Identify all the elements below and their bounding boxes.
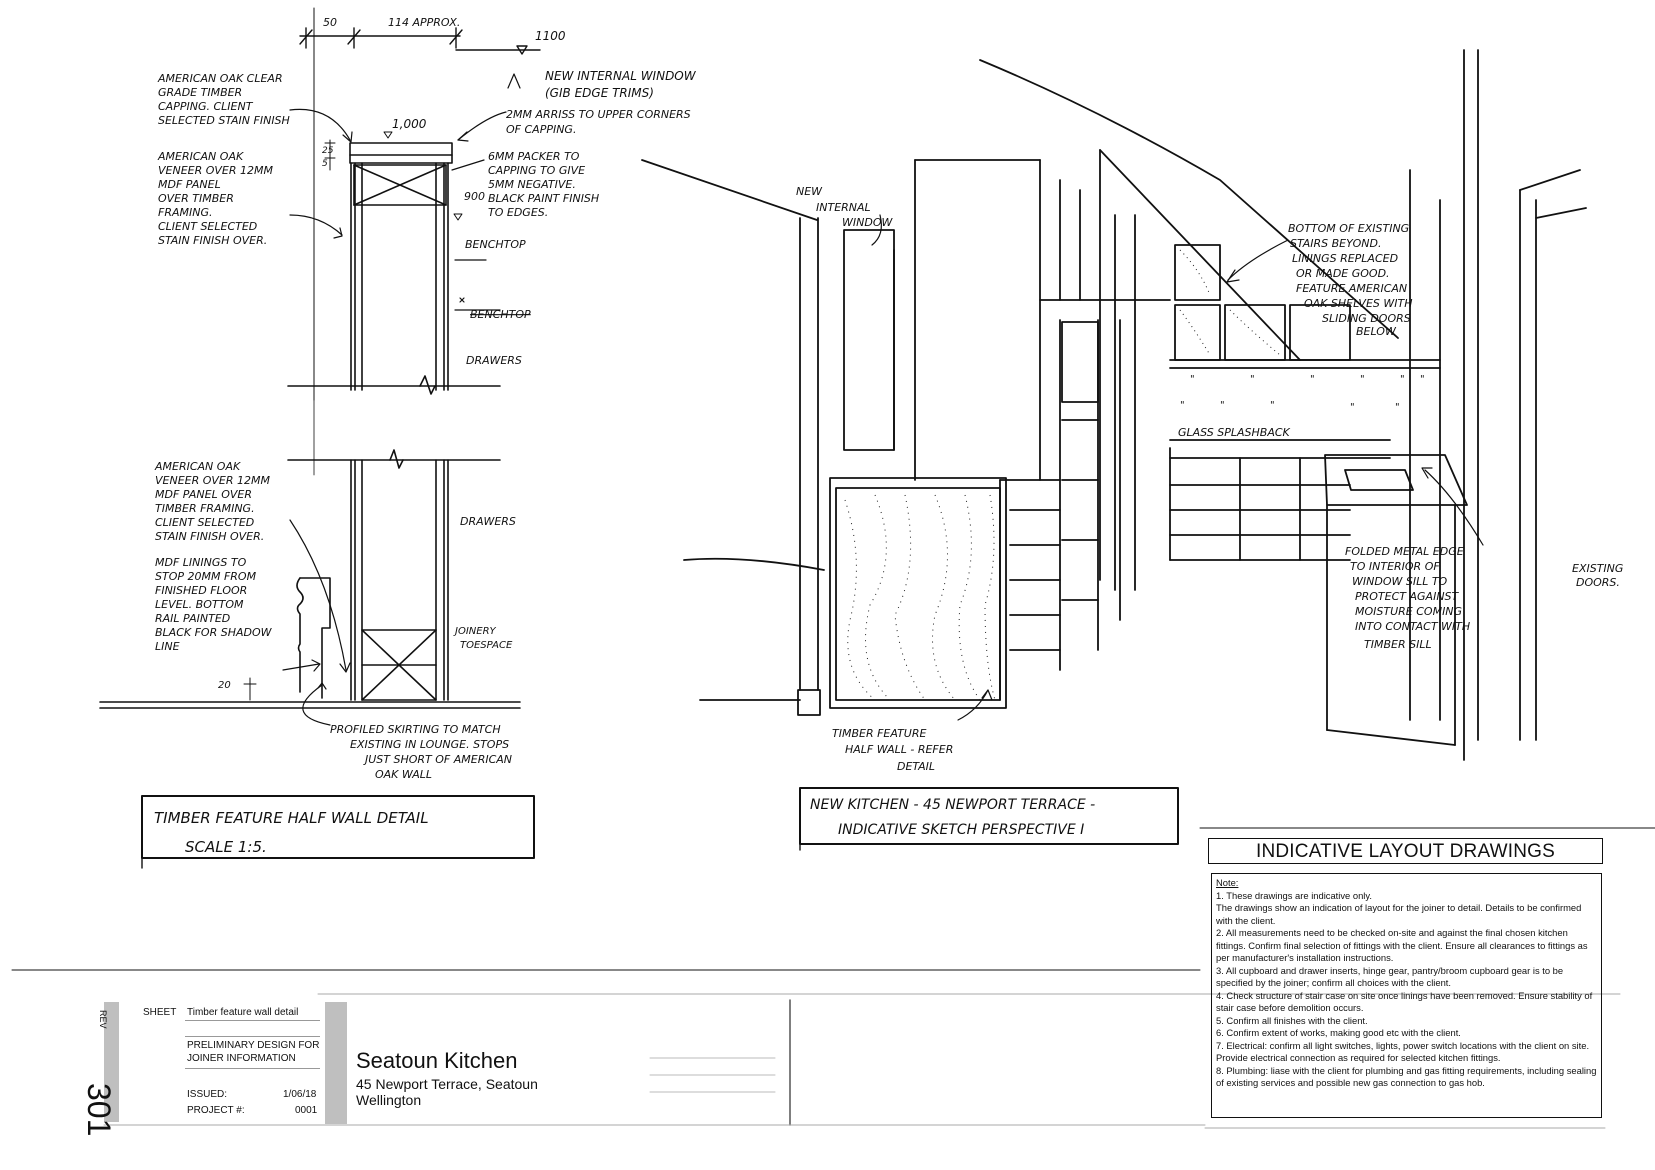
veneer-note-line: TIMBER FRAMING. — [155, 502, 255, 515]
lower-leaders — [283, 520, 350, 725]
stairs-note-line: STAIRS BEYOND. — [1290, 237, 1382, 250]
linings-note-line: MDF LININGS TO — [155, 556, 247, 569]
veneer-note-line: STAIN FINISH OVER. — [155, 530, 265, 543]
title-block-divider — [325, 1002, 347, 1124]
note-item: 1. These drawings are indicative only. — [1216, 889, 1372, 901]
drawers-top-label: DRAWERS — [466, 354, 522, 367]
detail-caption-title: TIMBER FEATURE HALF WALL DETAIL — [154, 809, 429, 827]
existing-doors-label-line: DOORS. — [1576, 576, 1620, 589]
folded-edge-note-line: TO INTERIOR OF — [1350, 560, 1440, 573]
perspective-caption-box — [800, 788, 1178, 850]
feature-wall-note-line: DETAIL — [897, 760, 936, 773]
veneer-note-line: CLIENT SELECTED — [158, 220, 258, 233]
dim-20: 20 — [218, 680, 231, 691]
skirting-note-line: PROFILED SKIRTING TO MATCH — [330, 723, 501, 736]
level-marker-900 — [454, 214, 462, 220]
packer-note-line: 6MM PACKER TO — [488, 150, 580, 163]
skirting-note-line: OAK WALL — [375, 768, 433, 781]
folded-edge-note-line: FOLDED METAL EDGE — [1345, 545, 1464, 558]
perspective-caption-line: INDICATIVE SKETCH PERSPECTIVE I — [838, 822, 1085, 838]
svg-text:": " — [1190, 374, 1195, 385]
stairs-note-line: BOTTOM OF EXISTING — [1288, 222, 1410, 235]
note-item: 3. All cupboard and drawer inserts, hinge gear, pantry/broom cupboard gear is to be specified by the joiner; confirm all choices with the client. — [1216, 964, 1564, 988]
svg-text:": " — [1395, 402, 1400, 413]
detail-caption-scale: SCALE 1:5. — [185, 838, 267, 856]
window-note — [545, 69, 697, 100]
splashback-marks — [1180, 374, 1425, 413]
svg-text:": " — [1400, 374, 1405, 385]
level-marker-1000 — [384, 132, 392, 138]
top-dimension-lines — [300, 28, 540, 54]
linings-note-line: LINE — [155, 640, 180, 653]
veneer-note-line: VENEER OVER 12MM — [158, 164, 273, 177]
veneer-note-line: AMERICAN OAK — [155, 460, 241, 473]
project-label: PROJECT #: — [187, 1105, 245, 1116]
linings-note — [155, 556, 273, 653]
new-window-label-line: NEW — [796, 185, 823, 198]
skirting-note-line: JUST SHORT OF AMERICAN — [365, 753, 513, 766]
note-item: 7. Electrical: confirm all light switches, lights, power switch locations with the client on site. Provide electrical connection as required for selected kitchen fittings. — [1216, 1039, 1590, 1063]
capping-note-line: AMERICAN OAK CLEAR — [158, 72, 283, 85]
notes-label: Note: — [1216, 877, 1239, 888]
folded-edge-note — [1345, 545, 1470, 651]
new-window-label-line: WINDOW — [842, 216, 893, 229]
purpose-line: JOINER INFORMATION — [187, 1053, 296, 1064]
stairs-note-line: SLIDING DOORS — [1322, 312, 1411, 325]
existing-doors-label-line: EXISTING — [1572, 562, 1624, 575]
sheet-title: Timber feature wall detail — [187, 1007, 299, 1018]
svg-text:": " — [1220, 400, 1225, 411]
linings-note-line: STOP 20MM FROM — [155, 570, 257, 583]
svg-text:": " — [1420, 374, 1425, 385]
stairs-note — [1288, 222, 1413, 338]
glass-splashback-label: GLASS SPLASHBACK — [1178, 426, 1290, 439]
purpose-line: PRELIMINARY DESIGN FOR — [187, 1040, 320, 1051]
skirting-note — [330, 723, 512, 781]
stairs-note-line: BELOW — [1356, 325, 1396, 338]
svg-text:": " — [1350, 402, 1355, 413]
packer-note-line: BLACK PAINT FINISH — [488, 192, 600, 205]
veneer-bottom-note — [154, 460, 271, 543]
dim-1000: 1,000 — [392, 117, 427, 131]
note-item: The drawings show an indication of layout for the joiner to detail. Details to be confirmed with the client. — [1216, 902, 1582, 926]
stairs-note-line: FEATURE AMERICAN — [1296, 282, 1408, 295]
veneer-note-line: FRAMING. — [158, 206, 213, 219]
issued-value: 1/06/18 — [283, 1089, 317, 1100]
arrises-note — [506, 108, 691, 136]
linings-note-line: FINISHED FLOOR — [155, 584, 248, 597]
packer-note-line: CAPPING TO GIVE — [488, 164, 586, 177]
note-item: 8. Plumbing: liase with the client for plumbing and gas fitting requirements, including sealing of existing services and possible new gas connection to gas hob. — [1216, 1064, 1597, 1088]
rev-label: REV — [98, 1010, 108, 1029]
linings-note-line: RAIL PAINTED — [155, 612, 231, 625]
existing-doors-label — [1572, 562, 1623, 589]
address-line: Wellington — [356, 1092, 422, 1108]
address-line: 45 Newport Terrace, Seatoun — [356, 1076, 538, 1092]
project-title: Seatoun Kitchen — [356, 1048, 518, 1073]
dim-5: 5 — [322, 159, 328, 169]
veneer-note-line: OVER TIMBER — [158, 192, 234, 205]
packer-note-line: TO EDGES. — [488, 206, 549, 219]
folded-edge-note-line: TIMBER SILL — [1364, 638, 1432, 651]
folded-edge-note-line: INTO CONTACT WITH — [1355, 620, 1471, 633]
sheet-label: SHEET — [143, 1007, 177, 1018]
dim-900: 900 — [464, 190, 485, 203]
arrises-note-line: 2MM ARRISS TO UPPER CORNERS — [506, 108, 691, 121]
svg-text:": " — [1360, 374, 1365, 385]
window-note-line: NEW INTERNAL WINDOW — [545, 69, 696, 83]
project-value: 0001 — [295, 1105, 318, 1116]
capping-note-line: GRADE TIMBER — [158, 86, 243, 99]
perspective-structure — [642, 50, 1586, 760]
sheet-number: 301 — [81, 1083, 117, 1137]
veneer-note-line: STAIN FINISH OVER. — [158, 234, 268, 247]
svg-text:": " — [1270, 400, 1275, 411]
veneer-note-line: VENEER OVER 12MM — [155, 474, 270, 487]
title-rule — [185, 1068, 320, 1069]
linings-note-line: LEVEL. BOTTOM — [155, 598, 244, 611]
veneer-note-line: MDF PANEL — [158, 178, 221, 191]
window-note-line: (GIB EDGE TRIMS) — [545, 86, 654, 100]
capping-note-line: CAPPING. CLIENT — [158, 100, 253, 113]
stairs-note-line: LININGS REPLACED — [1292, 252, 1399, 265]
issued-label: ISSUED: — [187, 1089, 228, 1100]
dim-50: 50 — [323, 16, 337, 29]
linings-note-line: BLACK FOR SHADOW — [155, 626, 272, 639]
folded-edge-note-line: MOISTURE COMING — [1355, 605, 1463, 618]
upper-leaders — [290, 74, 520, 310]
joinery-label-line: JOINERY — [455, 626, 496, 637]
drawers-bottom-label: DRAWERS — [460, 515, 516, 528]
dim-114: 114 APPROX. — [388, 16, 461, 29]
new-window-label-line: INTERNAL — [816, 201, 871, 214]
packer-note — [488, 150, 599, 219]
packer-note-line: 5MM NEGATIVE. — [488, 178, 576, 191]
note-item: 5. Confirm all finishes with the client. — [1216, 1014, 1368, 1026]
skirting-note-line: EXISTING IN LOUNGE. STOPS — [350, 738, 510, 751]
perspective-caption-line: NEW KITCHEN - 45 NEWPORT TERRACE - — [810, 797, 1096, 813]
dim-1100: 1100 — [535, 29, 566, 43]
new-window-label — [796, 185, 893, 229]
svg-text:": " — [1250, 374, 1255, 385]
feature-wall-note — [832, 727, 953, 773]
dim-25: 25 — [322, 146, 334, 156]
veneer-note-line: AMERICAN OAK — [158, 150, 244, 163]
note-item: 6. Confirm extent of works, making good etc with the client. — [1216, 1027, 1461, 1038]
half-wall-detail — [100, 8, 697, 868]
feature-wall-note-line: HALF WALL - REFER — [845, 743, 954, 756]
feature-wall-note-line: TIMBER FEATURE — [832, 727, 927, 740]
title-rule — [185, 1036, 320, 1037]
kitchen-perspective — [642, 50, 1623, 850]
dim-20-ticks — [244, 678, 256, 700]
note-item: 2. All measurements need to be checked on-site and against the final chosen kitchen fittings. Confirm final selection of fittings with the client. Ensure all clearances to fittings as per manufacturer's installation instructions. — [1216, 927, 1588, 963]
benchtop-label: BENCHTOP — [465, 238, 526, 251]
veneer-note-line: CLIENT SELECTED — [155, 516, 255, 529]
layout-notes-box — [1211, 873, 1602, 1118]
layout-drawings-title: INDICATIVE LAYOUT DRAWINGS — [1208, 838, 1603, 864]
capping-note — [157, 72, 290, 127]
stone-texture — [845, 250, 1280, 700]
joinery-label-line: TOESPACE — [460, 640, 513, 651]
capping-note-line: SELECTED STAIN FINISH — [158, 114, 290, 127]
veneer-note-line: MDF PANEL OVER — [155, 488, 252, 501]
benchtop-struck-label: BENCHTOP — [470, 308, 531, 321]
detail-caption-box — [142, 796, 534, 868]
svg-text:": " — [1310, 374, 1315, 385]
title-rule — [185, 1020, 320, 1021]
folded-edge-note-line: PROTECT AGAINST — [1355, 590, 1459, 603]
arrises-note-line: OF CAPPING. — [506, 123, 577, 136]
project-address — [356, 1076, 538, 1108]
svg-text:": " — [1180, 400, 1185, 411]
veneer-top-note — [157, 150, 274, 247]
joinery-label — [453, 626, 513, 651]
stairs-note-line: OR MADE GOOD. — [1296, 267, 1390, 280]
note-item: 4. Check structure of stair case on site once linings have been removed. Ensure stability of stair case before demolition occurs. — [1216, 989, 1593, 1013]
folded-edge-note-line: WINDOW SILL TO — [1352, 575, 1448, 588]
stairs-note-line: OAK SHELVES WITH — [1304, 297, 1413, 310]
